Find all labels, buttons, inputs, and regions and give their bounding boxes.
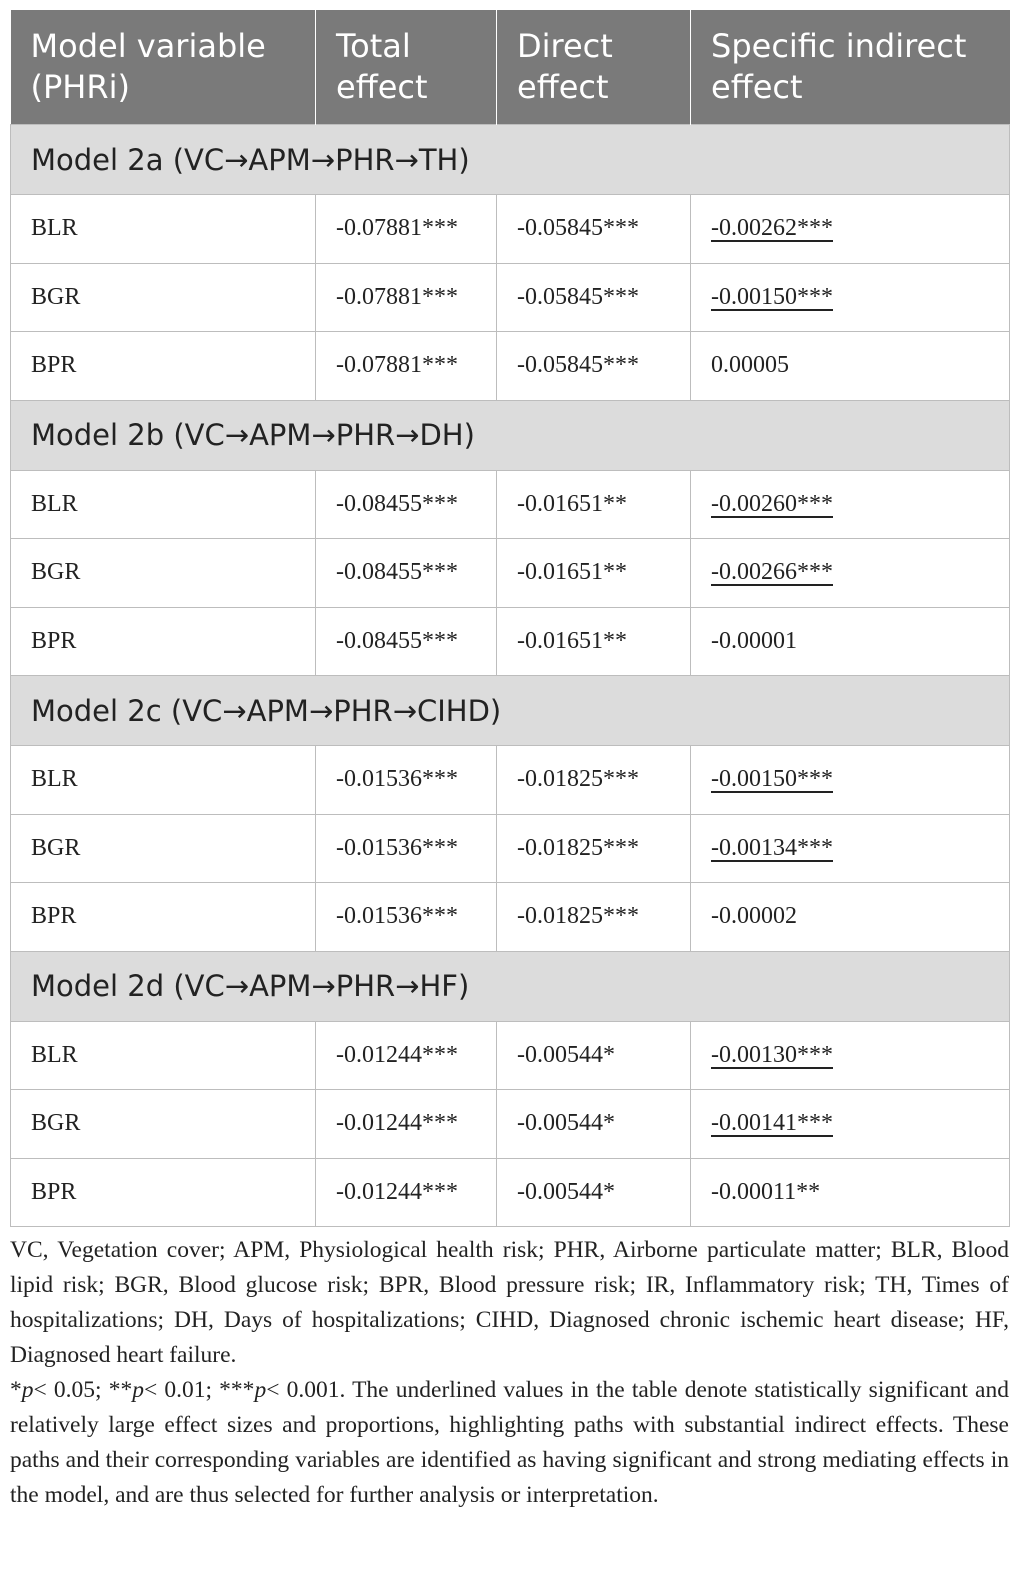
total-effect-cell: [316, 746, 497, 815]
model-group-row: [11, 125, 1010, 195]
direct-effect-cell: [497, 1021, 691, 1090]
direct-effect-cell: [497, 1090, 691, 1159]
direct-effect-cell-value: -0.00544*: [517, 1178, 615, 1205]
indirect-effect-cell-value: -0.00262***: [711, 215, 833, 242]
indirect-effect-cell: [691, 195, 1010, 264]
direct-effect-cell: [497, 539, 691, 608]
indirect-effect-cell-value: -0.00002: [711, 903, 797, 930]
model-group-title: Model 2b (VC→APM→PHR→DH): [11, 400, 1010, 470]
total-effect-cell-value: -0.01536***: [336, 766, 458, 793]
variable-cell-value: BLR: [31, 215, 78, 242]
table-row: [11, 470, 1010, 539]
total-effect-cell: [316, 1090, 497, 1159]
indirect-effect-cell-value: -0.00150***: [711, 283, 833, 310]
table-row: [11, 814, 1010, 883]
indirect-effect-cell: [691, 1158, 1010, 1227]
significance-note: *p< 0.05; **p< 0.01; ***p< 0.001. The underlined values in the table denote statistically significant and relatively large effect sizes and proportions, highlighting paths with substantial indirect effects. These paths and their corresponding variables are identified as having significant and strong mediating effects in the model, and are thus selected for further analysis or interpretation.: [10, 1377, 1009, 1508]
indirect-effect-cell: [691, 1090, 1010, 1159]
indirect-effect-cell: [691, 607, 1010, 676]
model-group-title: Model 2a (VC→APM→PHR→TH): [11, 125, 1010, 195]
variable-cell-value: BGR: [31, 559, 81, 586]
direct-effect-cell: [497, 1158, 691, 1227]
total-effect-cell: [316, 539, 497, 608]
direct-effect-cell-value: -0.05845***: [517, 352, 639, 379]
total-effect-cell: [316, 1021, 497, 1090]
direct-effect-cell: [497, 814, 691, 883]
indirect-effect-cell-value: -0.00134***: [711, 834, 833, 861]
total-effect-cell-value: -0.01244***: [336, 1041, 458, 1068]
direct-effect-cell: [497, 470, 691, 539]
indirect-effect-cell: [691, 814, 1010, 883]
total-effect-cell: [316, 195, 497, 264]
variable-cell: [11, 1090, 316, 1159]
header-total-effect: Total effect: [316, 10, 497, 125]
table-row: [11, 539, 1010, 608]
table-row: [11, 263, 1010, 332]
total-effect-cell-value: -0.01244***: [336, 1178, 458, 1205]
variable-cell: [11, 332, 316, 401]
indirect-effect-cell-value: 0.00005: [711, 352, 789, 379]
header-row: [11, 10, 1010, 125]
table-row: [11, 1021, 1010, 1090]
indirect-effect-cell: [691, 883, 1010, 952]
variable-cell-value: BGR: [31, 283, 81, 310]
variable-cell-value: BPR: [31, 352, 77, 379]
indirect-effect-cell-value: -0.00260***: [711, 490, 833, 517]
indirect-effect-cell: [691, 332, 1010, 401]
variable-cell: [11, 195, 316, 264]
total-effect-cell: [316, 332, 497, 401]
total-effect-cell-value: -0.07881***: [336, 215, 458, 242]
table-row: [11, 607, 1010, 676]
direct-effect-cell-value: -0.01825***: [517, 903, 639, 930]
variable-cell: [11, 746, 316, 815]
total-effect-cell-value: -0.08455***: [336, 627, 458, 654]
direct-effect-cell-value: -0.01651**: [517, 627, 627, 654]
variable-cell-value: BPR: [31, 627, 77, 654]
mediation-effects-table: [10, 10, 1010, 1227]
indirect-effect-cell-value: -0.00001: [711, 627, 797, 654]
indirect-effect-cell: [691, 470, 1010, 539]
direct-effect-cell-value: -0.01651**: [517, 490, 627, 517]
variable-cell: [11, 263, 316, 332]
header-model-variable: Model variable (PHRi): [11, 10, 316, 125]
variable-cell-value: BLR: [31, 490, 78, 517]
table-row: [11, 332, 1010, 401]
direct-effect-cell: [497, 332, 691, 401]
variable-cell: [11, 1021, 316, 1090]
model-group-title: Model 2c (VC→APM→PHR→CIHD): [11, 676, 1010, 746]
variable-cell: [11, 470, 316, 539]
table-row: [11, 1158, 1010, 1227]
variable-cell-value: BLR: [31, 1041, 78, 1068]
header-specific-indirect-effect: Specific indirect effect: [691, 10, 1010, 125]
table-footnotes: [10, 1233, 1009, 1513]
total-effect-cell: [316, 1158, 497, 1227]
header-direct-effect: Direct effect: [497, 10, 691, 125]
direct-effect-cell-value: -0.05845***: [517, 283, 639, 310]
direct-effect-cell-value: -0.00544*: [517, 1110, 615, 1137]
total-effect-cell: [316, 883, 497, 952]
variable-cell-value: BPR: [31, 903, 77, 930]
table-row: [11, 883, 1010, 952]
indirect-effect-cell: [691, 263, 1010, 332]
variable-cell: [11, 539, 316, 608]
table-row: [11, 746, 1010, 815]
direct-effect-cell: [497, 883, 691, 952]
indirect-effect-cell-value: -0.00266***: [711, 559, 833, 586]
variable-cell-value: BLR: [31, 766, 78, 793]
total-effect-cell: [316, 607, 497, 676]
direct-effect-cell: [497, 263, 691, 332]
total-effect-cell: [316, 470, 497, 539]
total-effect-cell: [316, 263, 497, 332]
total-effect-cell-value: -0.01536***: [336, 903, 458, 930]
variable-cell: [11, 814, 316, 883]
total-effect-cell-value: -0.07881***: [336, 352, 458, 379]
total-effect-cell-value: -0.01244***: [336, 1110, 458, 1137]
direct-effect-cell-value: -0.01825***: [517, 834, 639, 861]
variable-cell-value: BGR: [31, 834, 81, 861]
total-effect-cell-value: -0.01536***: [336, 834, 458, 861]
total-effect-cell: [316, 814, 497, 883]
indirect-effect-cell: [691, 1021, 1010, 1090]
model-group-title: Model 2d (VC→APM→PHR→HF): [11, 951, 1010, 1021]
model-group-row: [11, 400, 1010, 470]
total-effect-cell-value: -0.07881***: [336, 283, 458, 310]
indirect-effect-cell-value: -0.00130***: [711, 1041, 833, 1068]
direct-effect-cell-value: -0.01825***: [517, 766, 639, 793]
direct-effect-cell-value: -0.00544*: [517, 1041, 615, 1068]
model-group-row: [11, 676, 1010, 746]
total-effect-cell-value: -0.08455***: [336, 490, 458, 517]
variable-cell: [11, 883, 316, 952]
variable-cell-value: BPR: [31, 1178, 77, 1205]
direct-effect-cell: [497, 195, 691, 264]
model-group-row: [11, 951, 1010, 1021]
table-container: [10, 10, 1009, 1513]
total-effect-cell-value: -0.08455***: [336, 559, 458, 586]
indirect-effect-cell: [691, 539, 1010, 608]
table-row: [11, 195, 1010, 264]
abbreviations-note: VC, Vegetation cover; APM, Physiological health risk; PHR, Airborne particulate matter; BLR, Blood lipid risk; BGR, Blood glucose risk; BPR, Blood pressure risk; IR, Inflammatory risk; TH, Times of hospitalizations; DH, Days of hospitalizations; CIHD, Diagnosed chronic ischemic heart disease; HF, Diagnosed heart failure.: [10, 1237, 1009, 1368]
direct-effect-cell-value: -0.01651**: [517, 559, 627, 586]
indirect-effect-cell-value: -0.00011**: [711, 1178, 821, 1205]
table-row: [11, 1090, 1010, 1159]
direct-effect-cell: [497, 607, 691, 676]
variable-cell: [11, 1158, 316, 1227]
variable-cell: [11, 607, 316, 676]
variable-cell-value: BGR: [31, 1110, 81, 1137]
indirect-effect-cell: [691, 746, 1010, 815]
direct-effect-cell: [497, 746, 691, 815]
indirect-effect-cell-value: -0.00150***: [711, 766, 833, 793]
indirect-effect-cell-value: -0.00141***: [711, 1110, 833, 1137]
direct-effect-cell-value: -0.05845***: [517, 215, 639, 242]
